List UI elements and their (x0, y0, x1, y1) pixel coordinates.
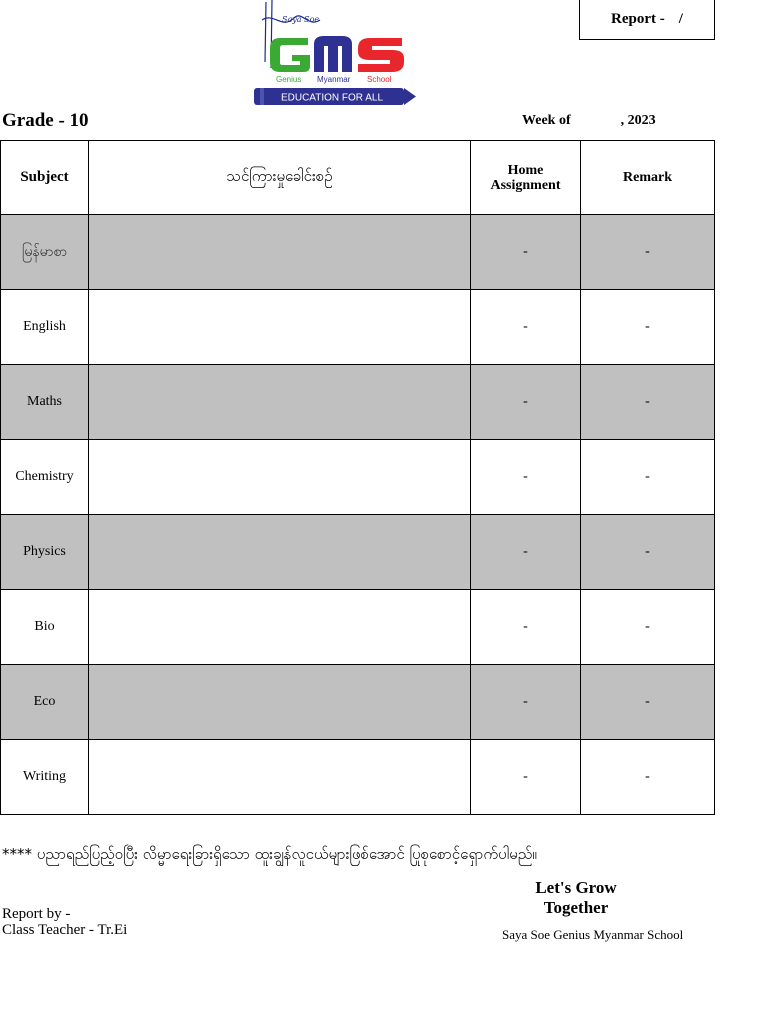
subject-cell: Chemistry (1, 440, 89, 515)
column-header-remark: Remark (581, 141, 715, 215)
home-assignment-cell: - (471, 440, 581, 515)
school-logo (252, 0, 420, 110)
subject-cell: Writing (1, 740, 89, 815)
home-assignment-cell: - (471, 515, 581, 590)
week-label (522, 113, 656, 129)
remark-cell: - (581, 215, 715, 290)
table-row (1, 590, 715, 665)
logo-signature: Saya Soe (282, 15, 320, 24)
subject-cell: English (1, 290, 89, 365)
week-of-text: Week of (522, 113, 571, 128)
subject-cell: Bio (1, 590, 89, 665)
report-label: Report - (611, 10, 665, 27)
topic-cell (89, 665, 471, 740)
table-row (1, 515, 715, 590)
topic-cell (89, 365, 471, 440)
table-row (1, 440, 715, 515)
school-name: Saya Soe Genius Myanmar School (502, 927, 684, 942)
subject-cell: Eco (1, 665, 89, 740)
home-assignment-cell: - (471, 665, 581, 740)
topic-cell (89, 290, 471, 365)
grade-label: Grade - 10 (2, 110, 89, 131)
remark-cell: - (581, 740, 715, 815)
report-value: / (678, 10, 683, 27)
column-header-home-assignment: Home Assignment (471, 141, 581, 215)
slogan-line-1: Let's Grow (535, 878, 617, 897)
remark-cell: - (581, 290, 715, 365)
home-assignment-cell: - (471, 215, 581, 290)
remark-cell: - (581, 590, 715, 665)
table-row (1, 740, 715, 815)
topic-cell (89, 215, 471, 290)
column-header-topic: သင်ကြားမှုခေါင်းစဉ် (89, 141, 471, 215)
logo-word-school: School (367, 75, 392, 84)
topic-cell (89, 740, 471, 815)
table-row (1, 215, 715, 290)
report-number-box (579, 0, 715, 40)
remark-cell: - (581, 365, 715, 440)
remark-cell: - (581, 665, 715, 740)
school-motto-note: **** ပညာရည်ပြည့်ဝပြီး လိမ္မာရေးခြားရှိသော ထူးချွန်လူငယ်များဖြစ်အောင် ပြုစုစောင့်ရှောက်ပါမည်။ (2, 845, 537, 863)
remark-cell: - (581, 515, 715, 590)
topic-cell (89, 515, 471, 590)
subject-cell: Maths (1, 365, 89, 440)
topic-cell (89, 590, 471, 665)
slogan-line-2: Together (543, 898, 609, 917)
class-teacher-label: Class Teacher - Tr.Ei (2, 922, 128, 938)
table-header-row (1, 141, 715, 215)
logo-word-myanmar: Myanmar (317, 75, 351, 84)
logo-banner-text: EDUCATION FOR ALL (280, 92, 384, 104)
logo-word-genius: Genius (276, 75, 302, 84)
weekly-report-table (0, 140, 715, 815)
week-year-text: , 2023 (620, 113, 656, 128)
home-assignment-cell: - (471, 290, 581, 365)
remark-cell: - (581, 440, 715, 515)
subject-cell: မြန်မာစာ (1, 215, 89, 290)
table-row (1, 365, 715, 440)
home-assignment-cell: - (471, 590, 581, 665)
table-row (1, 290, 715, 365)
subject-cell: Physics (1, 515, 89, 590)
home-assignment-cell: - (471, 365, 581, 440)
report-by-block (2, 906, 127, 938)
home-assignment-cell: - (471, 740, 581, 815)
topic-cell (89, 440, 471, 515)
report-by-label: Report by - (2, 906, 71, 922)
column-header-subject: Subject (1, 141, 89, 215)
table-row (1, 665, 715, 740)
slogan (520, 878, 632, 918)
